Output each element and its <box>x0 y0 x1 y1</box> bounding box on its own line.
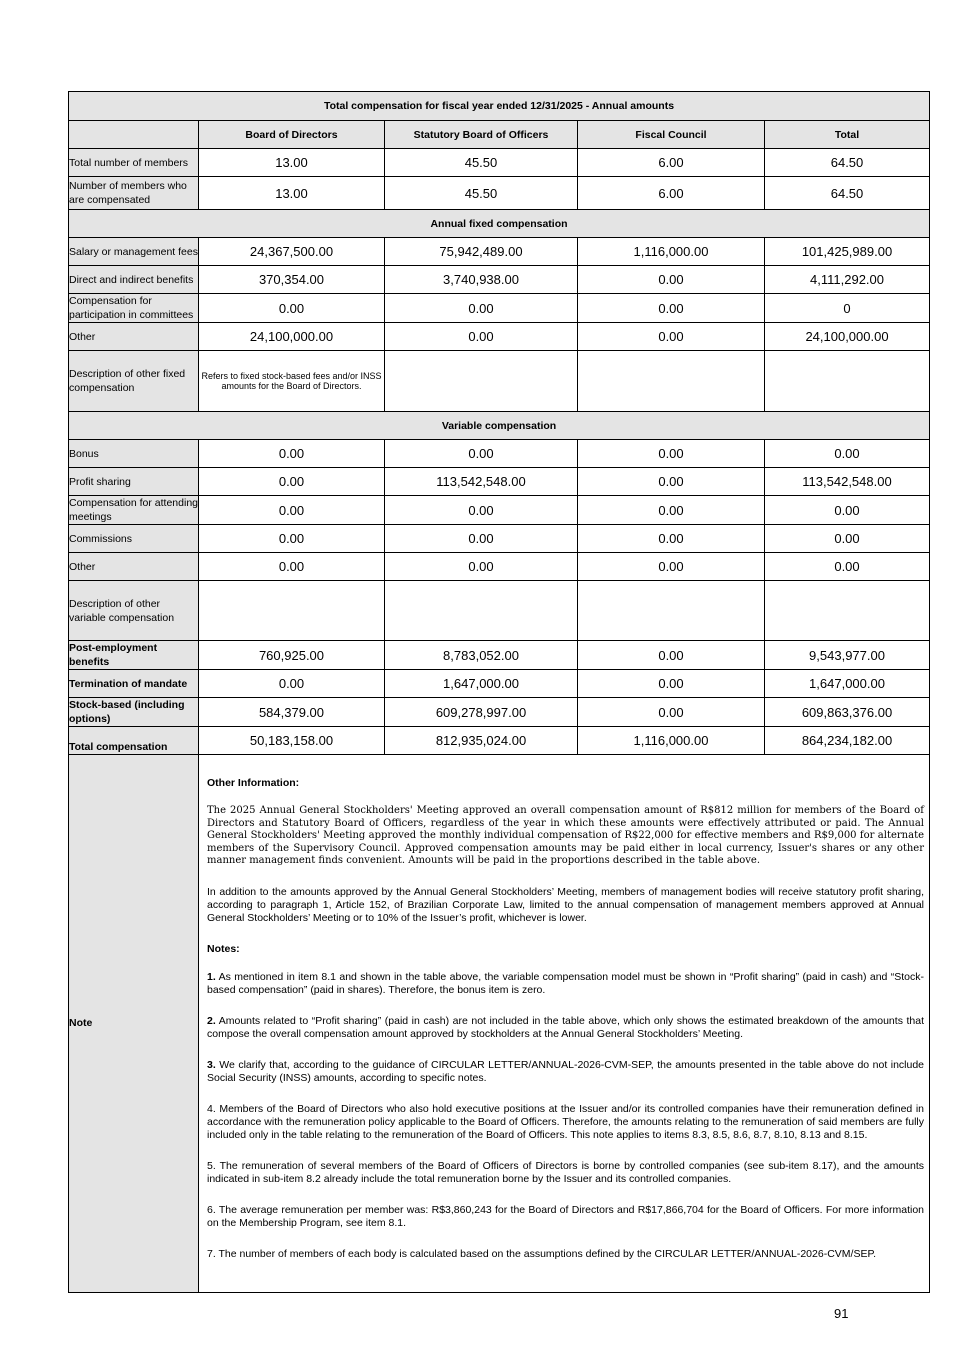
note-item <box>207 971 924 997</box>
cell <box>199 581 385 641</box>
cell: 13.00 <box>199 177 385 210</box>
cell: 760,925.00 <box>199 641 385 670</box>
table-row <box>69 351 930 412</box>
compensation-table <box>68 91 930 1293</box>
cell: 0.00 <box>199 553 385 581</box>
cell: 0.00 <box>578 468 765 496</box>
cell: 64.50 <box>765 149 930 177</box>
header-blank <box>69 121 199 149</box>
table-row <box>69 496 930 525</box>
row-label: Description of other fixed compensation <box>69 351 199 412</box>
table-row <box>69 698 930 727</box>
row-label: Compensation for attending meetings <box>69 497 198 523</box>
cell: 0.00 <box>199 440 385 468</box>
cell: 0.00 <box>578 323 765 351</box>
note-number: 2. <box>207 1014 216 1027</box>
table-row <box>69 525 930 553</box>
note-number: 3. <box>207 1058 216 1071</box>
cell: 1,647,000.00 <box>385 670 578 698</box>
cell: 1,116,000.00 <box>578 238 765 266</box>
row-label: Termination of mandate <box>69 670 199 698</box>
table-row <box>69 727 930 755</box>
cell: 0.00 <box>199 294 385 323</box>
table-row <box>69 468 930 496</box>
note-item: 4. Members of the Board of Directors who also hold executive positions at the Issuer and/or its controlled companies have their remuneration defined in accordance with the remuneration policy applicable to the Board of Officers. Therefore, the amounts relating to the remuneration of said members are fully included only in the table relating to the remuneration of the Board of Officers. This note applies to items 8.3, 8.5, 8.6, 8.7, 8.10, 8.13 and 8.15. <box>207 1102 925 1141</box>
col-header-total: Total <box>765 121 930 149</box>
note-paragraph: In addition to the amounts approved by the Annual General Stockholders’ Meeting, members of management bodies will receive statutory profit sharing, according to paragraph 1, Article 152, of Brazilian Corporate Law, limited to the annual compensation of management members approved at Annual General Stockholders’ Meeting or to 10% of the Issuer’s profit, whichever is lower. <box>207 885 925 924</box>
cell: 101,425,989.00 <box>765 238 930 266</box>
table-row <box>69 294 930 323</box>
row-label: Commissions <box>69 525 199 553</box>
cell: 0.00 <box>385 440 578 468</box>
cell: 6.00 <box>578 149 765 177</box>
cell: 50,183,158.00 <box>199 727 385 755</box>
cell: 0.00 <box>199 525 385 553</box>
cell: 45.50 <box>385 177 578 210</box>
note-text: Amounts related to “Profit sharing” (paid in cash) are not included in the table above, which only shows the estimated breakdown of the amounts that compose the overall compensation amount approved by stockholders at the Annual General Stockholders’ Meeting. <box>207 1014 925 1040</box>
cell: 4,111,292.00 <box>765 266 930 294</box>
cell <box>578 351 765 412</box>
cell: 0.00 <box>385 294 578 323</box>
row-label: Direct and indirect benefits <box>69 266 199 294</box>
cell: 0.00 <box>578 553 765 581</box>
row-label: Other <box>69 553 199 581</box>
other-info-heading: Other Information: <box>207 777 300 789</box>
cell <box>385 581 578 641</box>
table-row <box>69 581 930 641</box>
note-item: 5. The remuneration of several members of the Board of Officers of Directors is borne by controlled companies (see sub-item 8.17), and the amounts indicated in sub-item 8.2 already include the total remuneration borne by the Issuer and its controlled companies. <box>207 1159 925 1185</box>
note-item: 7. The number of members of each body is calculated based on the assumptions defined by the CIRCULAR LETTER/ANNUAL-2026-CVM/SEP. <box>207 1247 877 1260</box>
table-row <box>69 149 930 177</box>
cell: 24,100,000.00 <box>765 323 930 351</box>
cell: 609,863,376.00 <box>765 698 930 727</box>
table-row <box>69 440 930 468</box>
cell: 0.00 <box>578 266 765 294</box>
cell <box>385 351 578 412</box>
row-label: Total number of members <box>69 149 199 177</box>
cell: 0.00 <box>578 698 765 727</box>
col-header-board: Board of Directors <box>199 121 385 149</box>
cell: 0.00 <box>199 496 385 525</box>
note-item: 6. The average remuneration per member was: R$3,860,243 for the Board of Directors and R$17,866,704 for the Board of Officers. For more information on the Membership Program, see item 8.1. <box>207 1203 925 1229</box>
section-heading-variable: Variable compensation <box>69 412 930 440</box>
note-text: As mentioned in item 8.1 and shown in the table above, the variable compensation model must be shown in “Profit sharing” (paid in cash) and “Stock-based compensation” (paid in shares). Therefore, the bonus item is zero. <box>207 970 925 996</box>
cell: 0.00 <box>578 496 765 525</box>
cell: 0.00 <box>765 525 930 553</box>
cell: 0.00 <box>385 323 578 351</box>
cell: 0.00 <box>199 670 385 698</box>
cell: 0.00 <box>578 525 765 553</box>
note-item <box>207 1059 924 1085</box>
note-row <box>69 755 930 1293</box>
cell: 0.00 <box>199 468 385 496</box>
row-label: Stock-based (including options) <box>69 698 199 727</box>
row-label: Other <box>69 323 199 351</box>
cell <box>578 581 765 641</box>
page-number: 91 <box>834 1306 849 1321</box>
row-label: Salary or management fees <box>69 238 199 266</box>
cell: 0 <box>765 294 930 323</box>
cell: 609,278,997.00 <box>385 698 578 727</box>
table-row <box>69 553 930 581</box>
cell: 0.00 <box>765 440 930 468</box>
cell: 8,783,052.00 <box>385 641 578 670</box>
note-item <box>207 1015 924 1041</box>
row-label: Number of members who are compensated <box>69 177 199 210</box>
note-text: We clarify that, according to the guidance of CIRCULAR LETTER/ANNUAL-2026-CVM-SEP, the amounts presented in the table above do not include Social Security (INSS) amounts, according to specific notes. <box>207 1058 925 1084</box>
cell: 113,542,548.00 <box>765 468 930 496</box>
cell: 0.00 <box>578 670 765 698</box>
row-label: Total compensation <box>69 727 199 755</box>
row-label: Post-employment benefits <box>69 641 199 670</box>
note-content <box>199 755 930 1293</box>
cell: 3,740,938.00 <box>385 266 578 294</box>
table-row <box>69 266 930 294</box>
cell: 45.50 <box>385 149 578 177</box>
cell: 864,234,182.00 <box>765 727 930 755</box>
cell: 1,647,000.00 <box>765 670 930 698</box>
row-label: Compensation for participation in committees <box>69 294 199 323</box>
cell <box>765 581 930 641</box>
cell: 24,100,000.00 <box>199 323 385 351</box>
note-number: 1. <box>207 970 216 983</box>
table-row <box>69 238 930 266</box>
cell: 0.00 <box>765 553 930 581</box>
col-header-fiscal: Fiscal Council <box>578 121 765 149</box>
cell: 0.00 <box>578 440 765 468</box>
row-label: Description of other variable compensation <box>69 581 199 641</box>
note-label: Note <box>69 755 199 1293</box>
col-header-officers: Statutory Board of Officers <box>385 121 578 149</box>
table-title: Total compensation for fiscal year ended 12/31/2025 - Annual amounts <box>69 92 930 121</box>
row-label: Bonus <box>69 440 199 468</box>
cell: 6.00 <box>578 177 765 210</box>
cell: 0.00 <box>385 525 578 553</box>
cell: 75,942,489.00 <box>385 238 578 266</box>
cell: 24,367,500.00 <box>199 238 385 266</box>
row-label: Profit sharing <box>69 468 199 496</box>
cell: 0.00 <box>385 553 578 581</box>
cell: 812,935,024.00 <box>385 727 578 755</box>
cell: 113,542,548.00 <box>385 468 578 496</box>
cell: 9,543,977.00 <box>765 641 930 670</box>
table-row <box>69 177 930 210</box>
cell: 0.00 <box>578 641 765 670</box>
cell: 584,379.00 <box>199 698 385 727</box>
cell: 370,354.00 <box>199 266 385 294</box>
table-row <box>69 670 930 698</box>
table-row <box>69 641 930 670</box>
section-heading-fixed: Annual fixed compensation <box>69 210 930 238</box>
cell: 0.00 <box>578 294 765 323</box>
cell: 1,116,000.00 <box>578 727 765 755</box>
cell: 64.50 <box>765 177 930 210</box>
table-row <box>69 323 930 351</box>
cell: 13.00 <box>199 149 385 177</box>
notes-heading: Notes: <box>207 942 240 955</box>
note-paragraph: The 2025 Annual General Stockholders' Meeting approved an overall compensation amount of R$812 million for members of the Board of Directors and Statutory Board of Officers, regardless of the year in which these amounts were effectively attributed or paid. The Annual General Stockholders' Meeting approved the monthly individual compensation of R$22,000 for effective members and R$9,000 for alternate members of the Supervisory Council. Approved compensation amounts may be paid either in local currency, Issuer's shares or any other manner management finds convenient. Amounts will be paid in the proportions described in the table above. <box>207 805 925 866</box>
cell: 0.00 <box>385 496 578 525</box>
cell <box>765 351 930 412</box>
cell: Refers to fixed stock-based fees and/or INSS amounts for the Board of Directors. <box>199 351 385 412</box>
cell: 0.00 <box>765 496 930 525</box>
